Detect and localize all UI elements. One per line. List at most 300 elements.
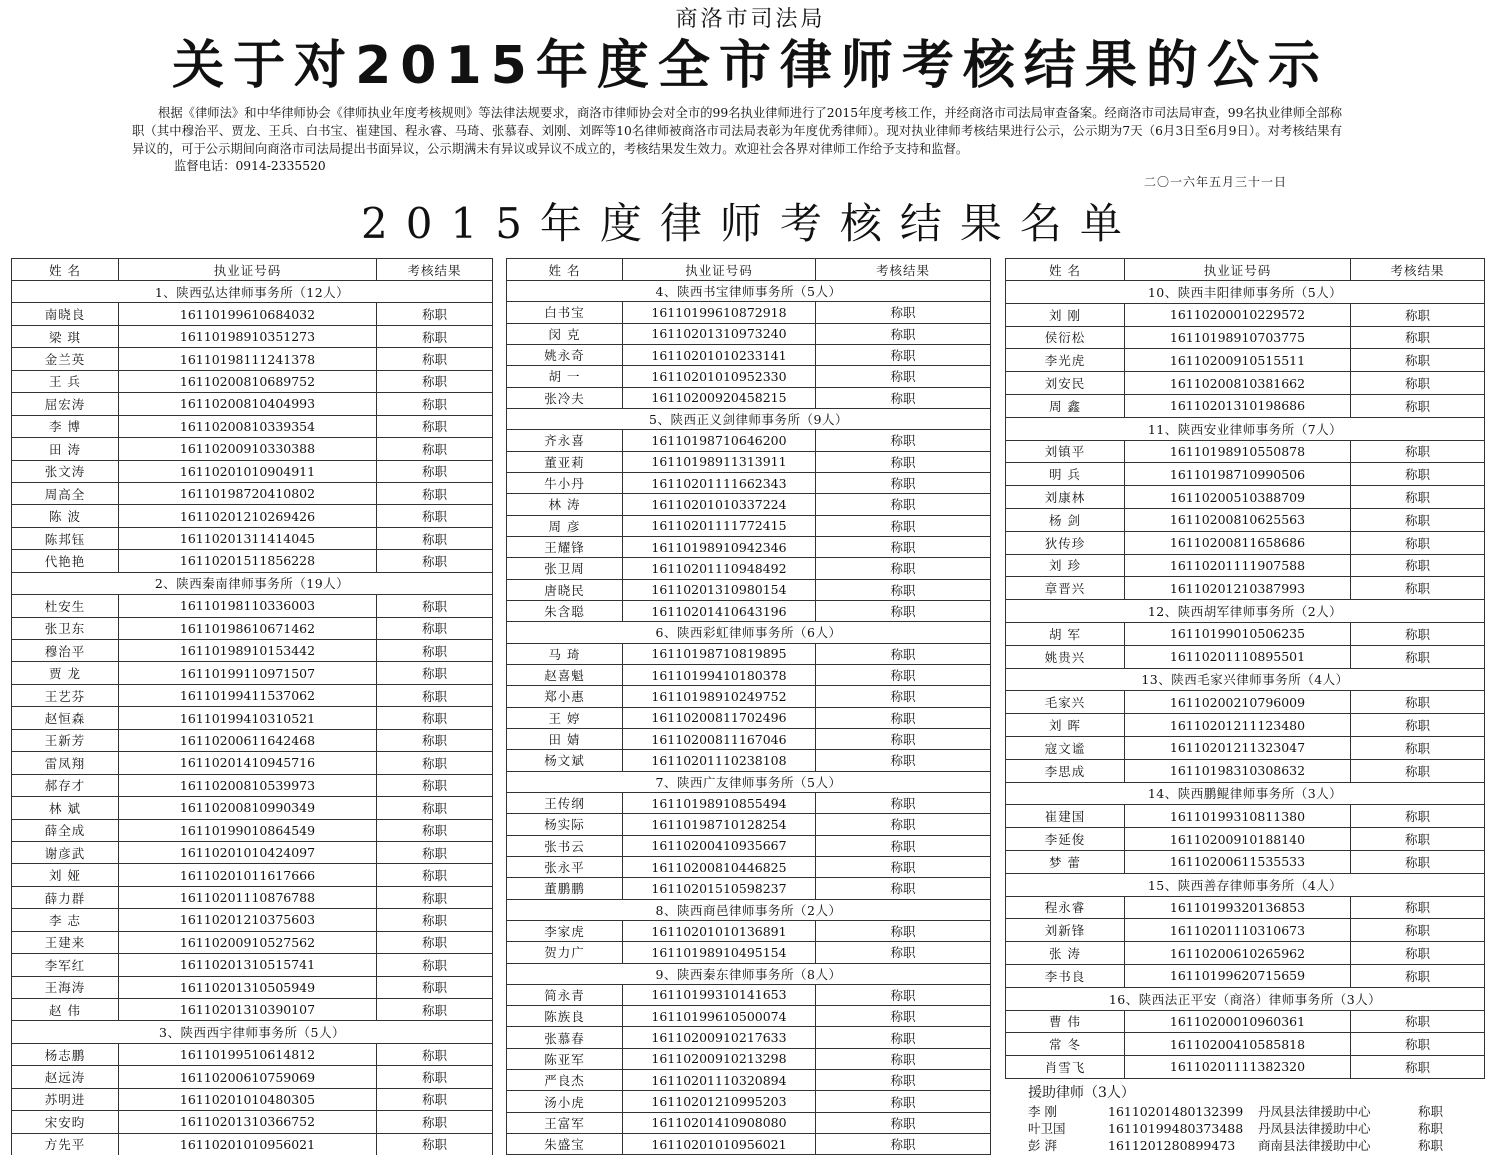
firm-name: 16、陕西法正平安（商洛）律师事务所（3人） [1006,987,1485,1010]
firm-name: 13、陕西毛家兴律师事务所（4人） [1006,668,1485,691]
firm-name: 11、陕西安业律师事务所（7人） [1006,417,1485,440]
assessment-result: 称职 [377,684,493,706]
lawyer-name: 周 鑫 [1006,394,1125,417]
assessment-result: 称职 [377,707,493,729]
cert-number: 16110200611642468 [119,729,377,751]
cert-number: 16110200510388709 [1125,486,1351,509]
table-header-row [507,259,991,281]
table-row [507,1134,991,1155]
table-row [507,451,991,472]
assessment-result: 称职 [377,393,493,415]
cert-number: 16110198910855494 [623,792,816,813]
results-column-1 [11,258,492,1155]
assessment-result: 称职 [816,707,991,728]
table-row [12,303,493,325]
cert-number: 16110201211323047 [1125,736,1351,759]
aid-lawyer-result: 称职 [1418,1121,1444,1136]
lawyer-name: 刘新锋 [1006,919,1125,942]
firm-row [12,1021,493,1043]
assessment-result: 称职 [377,954,493,976]
lawyer-name: 杜安生 [12,595,119,617]
assessment-result: 称职 [1351,1010,1485,1033]
table-row [12,527,493,549]
legal-aid-row [1028,1103,1458,1120]
table-row [12,684,493,706]
firm-name: 4、陕西书宝律师事务所（5人） [507,281,991,302]
cert-number: 16110200811658686 [1125,531,1351,554]
lawyer-name: 胡 一 [507,366,623,387]
cert-number: 16110199010864549 [119,819,377,841]
cert-number: 16110201410908080 [623,1112,816,1133]
lawyer-name: 林 涛 [507,494,623,515]
table-row [1006,326,1485,349]
lawyer-name: 穆治平 [12,640,119,662]
table-row [1006,736,1485,759]
table-row [507,1048,991,1069]
announcement-body: 根据《律师法》和中华律师协会《律师执业年度考核规则》等法律法规要求，商洛市律师协会对全市的99名执业律师进行了2015年度考核工作，并经商洛市司法局审查备案。经商洛市司法局审查，99名执业律师全部称职（其中穆治平、贾龙、王兵、白书宝、崔建国、程永睿、马琦、张慕春、刘刚、刘晖等10名律师被商洛市司法局表彰为年度优秀律师）。现对执业律师考核结果进行公示，公示期为7天（6月3日至6月9日）。对考核结果有异议的，可于公示期间向商洛市司法局提出书面异议，公示期满未有异议或异议不成立的，考核结果发生效力。欢迎社会各界对律师工作给予支持和监督。 [132,106,1342,156]
assessment-result: 称职 [377,1043,493,1065]
cert-number: 16110201010904911 [119,460,377,482]
cert-number: 16110199410310521 [119,707,377,729]
assessment-result: 称职 [1351,736,1485,759]
table-row [507,1112,991,1133]
assessment-result: 称职 [377,752,493,774]
lawyer-name: 薛力群 [12,886,119,908]
table-row [507,664,991,685]
cert-number: 16110198910249752 [623,686,816,707]
assessment-result: 称职 [816,366,991,387]
assessment-result: 称职 [816,472,991,493]
firm-row [507,622,991,643]
lawyer-name: 李 志 [12,909,119,931]
lawyer-name: 薛全成 [12,819,119,841]
table-row [507,643,991,664]
lawyer-name: 王 兵 [12,370,119,392]
issuing-organization: 商洛市司法局 [675,7,826,32]
cert-number: 16110200010960361 [1125,1010,1351,1033]
cert-number: 16110198111241378 [119,348,377,370]
table-header-row [12,259,493,281]
assessment-result: 称职 [377,415,493,437]
assessment-result: 称职 [1351,349,1485,372]
table-row [12,752,493,774]
assessment-result: 称职 [816,1070,991,1091]
aid-lawyer-name: 李 刚 [1028,1104,1057,1119]
cert-number: 16110201010956021 [623,1134,816,1155]
lawyer-name: 李军红 [12,954,119,976]
cert-number: 16110201110876788 [119,886,377,908]
assessment-result: 称职 [816,984,991,1005]
lawyer-name: 赵恒森 [12,707,119,729]
lawyer-name: 牛小丹 [507,472,623,493]
assessment-result: 称职 [377,886,493,908]
cert-number: 16110201210995203 [623,1091,816,1112]
aid-lawyer-cert: 16110201480132399 [1108,1104,1244,1119]
assessment-result: 称职 [1351,394,1485,417]
table-row [1006,1010,1485,1033]
assessment-result: 称职 [1351,828,1485,851]
list-title: 2015年度律师考核结果名单 [361,199,1140,248]
legal-aid-row [1028,1137,1458,1154]
table-row [12,976,493,998]
assessment-result: 称职 [816,750,991,771]
lawyer-name: 刘镇平 [1006,440,1125,463]
assessment-result: 称职 [816,1112,991,1133]
table-row [507,536,991,557]
cert-number: 16110198720410802 [119,482,377,504]
cert-number: 16110200920458215 [623,387,816,408]
cert-number: 16110199610872918 [623,302,816,323]
lawyer-name: 朱含聪 [507,600,623,621]
cert-number: 16110200811702496 [623,707,816,728]
lawyer-name: 李光虎 [1006,349,1125,372]
assessment-result: 称职 [816,451,991,472]
assessment-result: 称职 [816,1134,991,1155]
assessment-result: 称职 [1351,691,1485,714]
cert-number: 16110201010480305 [119,1088,377,1110]
firm-name: 10、陕西丰阳律师事务所（5人） [1006,281,1485,304]
table-row [1006,531,1485,554]
assessment-result: 称职 [816,1027,991,1048]
lawyer-name: 方先平 [12,1133,119,1155]
cert-number: 16110199010506235 [1125,622,1351,645]
assessment-result: 称职 [816,920,991,941]
table-row [507,366,991,387]
assessment-result: 称职 [1351,326,1485,349]
lawyer-name: 齐永喜 [507,430,623,451]
assessment-result: 称职 [377,640,493,662]
cert-number: 16110201111907588 [1125,554,1351,577]
assessment-result: 称职 [377,1066,493,1088]
table-row [507,323,991,344]
assessment-result: 称职 [1351,805,1485,828]
lawyer-name: 林 斌 [12,797,119,819]
announcement-headline: 关于对2015年度全市律师考核结果的公示 [172,36,1329,96]
table-row [1006,440,1485,463]
cert-number: 16110199310141653 [623,984,816,1005]
assessment-result: 称职 [377,595,493,617]
firm-row [507,963,991,984]
results-table [506,258,991,1155]
lawyer-name: 李书良 [1006,964,1125,987]
table-row [507,814,991,835]
cert-number: 16110200810446825 [623,856,816,877]
lawyer-name: 姚永奇 [507,344,623,365]
assessment-result: 称职 [816,792,991,813]
lawyer-name: 张永平 [507,856,623,877]
table-row [1006,691,1485,714]
table-row [12,886,493,908]
cert-number: 16110200810689752 [119,370,377,392]
assessment-result: 称职 [816,728,991,749]
table-row [1006,645,1485,668]
table-row [1006,805,1485,828]
assessment-result: 称职 [1351,508,1485,531]
lawyer-name: 章晋兴 [1006,577,1125,600]
table-row [507,792,991,813]
table-row [507,707,991,728]
aid-lawyer-cert: 16110199480373488 [1108,1121,1244,1136]
table-row [12,595,493,617]
table-row [12,370,493,392]
lawyer-name: 王传纲 [507,792,623,813]
cert-number: 16110201210269426 [119,505,377,527]
lawyer-name: 郝存才 [12,774,119,796]
lawyer-name: 朱盛宝 [507,1134,623,1155]
firm-name: 5、陕西正义剑律师事务所（9人） [507,408,991,429]
table-row [507,1006,991,1027]
assessment-result: 称职 [377,909,493,931]
table-row [507,942,991,963]
cert-number: 16110200610265962 [1125,942,1351,965]
assessment-result: 称职 [1351,440,1485,463]
cert-number: 16110201310973240 [623,323,816,344]
assessment-result: 称职 [1351,622,1485,645]
aid-lawyer-center: 丹凤县法律援助中心 [1258,1104,1371,1119]
lawyer-name: 陈族良 [507,1006,623,1027]
firm-name: 15、陕西善存律师事务所（4人） [1006,873,1485,896]
cert-number: 16110200910527562 [119,931,377,953]
cert-number: 16110201410643196 [623,600,816,621]
cert-number: 16110198710128254 [623,814,816,835]
table-row [507,984,991,1005]
column-header-name: 姓 名 [1006,259,1125,281]
lawyer-name: 寇文谧 [1006,736,1125,759]
table-row [12,954,493,976]
table-row [1006,463,1485,486]
legal-aid-lawyers [1028,1082,1458,1154]
lawyer-name: 简永青 [507,984,623,1005]
cert-number: 16110201410945716 [119,752,377,774]
table-row [1006,896,1485,919]
assessment-result: 称职 [816,579,991,600]
assessment-result: 称职 [377,864,493,886]
assessment-result: 称职 [816,664,991,685]
lawyer-name: 马 琦 [507,643,623,664]
table-row [12,819,493,841]
table-row [507,558,991,579]
cert-number: 16110201310366752 [119,1111,377,1133]
assessment-result: 称职 [1351,942,1485,965]
cert-number: 16110200810539973 [119,774,377,796]
cert-number: 16110199610500074 [623,1006,816,1027]
assessment-result: 称职 [816,558,991,579]
assessment-result: 称职 [377,774,493,796]
table-row [507,344,991,365]
cert-number: 16110200410935667 [623,835,816,856]
cert-number: 16110198910495154 [623,942,816,963]
table-header-row [1006,259,1485,281]
lawyer-name: 张冷夫 [507,387,623,408]
cert-number: 16110201110320894 [623,1070,816,1091]
firm-name: 7、陕西广友律师事务所（5人） [507,771,991,792]
assessment-result: 称职 [377,527,493,549]
lawyer-name: 刘 珍 [1006,554,1125,577]
assessment-result: 称职 [377,505,493,527]
cert-number: 16110200810381662 [1125,372,1351,395]
table-row [507,600,991,621]
table-row [507,856,991,877]
legal-aid-title: 援助律师（3人） [1028,1085,1135,1101]
lawyer-name: 南晓良 [12,303,119,325]
cert-number: 16110201111662343 [623,472,816,493]
cert-number: 16110200410585818 [1125,1033,1351,1056]
lawyer-name: 刘安民 [1006,372,1125,395]
lawyer-name: 苏明进 [12,1088,119,1110]
lawyer-name: 胡 军 [1006,622,1125,645]
lawyer-name: 陈亚军 [507,1048,623,1069]
cert-number: 16110201010136891 [623,920,816,941]
assessment-result: 称职 [377,931,493,953]
table-row [1006,1056,1485,1079]
assessment-result: 称职 [377,729,493,751]
assessment-result: 称职 [1351,1056,1485,1079]
assessment-result: 称职 [816,942,991,963]
lawyer-name: 雷凤翔 [12,752,119,774]
assessment-result: 称职 [377,819,493,841]
assessment-result: 称职 [377,1111,493,1133]
cert-number: 16110201310390107 [119,999,377,1021]
table-row [12,617,493,639]
lawyer-name: 周高全 [12,482,119,504]
firm-row [1006,873,1485,896]
lawyer-name: 王海涛 [12,976,119,998]
assessment-result: 称职 [1351,1033,1485,1056]
lawyer-name: 梦 蕾 [1006,850,1125,873]
column-header-cert: 执业证号码 [1125,259,1351,281]
table-row [12,931,493,953]
table-row [1006,964,1485,987]
lawyer-name: 周 彦 [507,515,623,536]
firm-name: 3、陕西西宇律师事务所（5人） [12,1021,493,1043]
assessment-result: 称职 [1351,850,1485,873]
column-header-cert: 执业证号码 [119,259,377,281]
table-row [1006,303,1485,326]
firm-row [1006,987,1485,1010]
cert-number: 16110199620715659 [1125,964,1351,987]
aid-lawyer-center: 丹凤县法律援助中心 [1258,1121,1371,1136]
cert-number: 16110199411537062 [119,684,377,706]
column-header-result: 考核结果 [1351,259,1485,281]
lawyer-name: 肖雪飞 [1006,1056,1125,1079]
lawyer-name: 王耀锋 [507,536,623,557]
lawyer-name: 闵 克 [507,323,623,344]
lawyer-name: 狄传珍 [1006,531,1125,554]
table-row [507,472,991,493]
firm-row [507,771,991,792]
firm-name: 12、陕西胡军律师事务所（2人） [1006,600,1485,623]
table-row [12,909,493,931]
assessment-result: 称职 [377,999,493,1021]
cert-number: 16110201010424097 [119,841,377,863]
assessment-result: 称职 [377,438,493,460]
cert-number: 16110201110310673 [1125,919,1351,942]
lawyer-name: 王建来 [12,931,119,953]
table-row [507,686,991,707]
cert-number: 16110201310198686 [1125,394,1351,417]
aid-lawyer-result: 称职 [1418,1104,1444,1119]
table-row [507,579,991,600]
table-row [1006,942,1485,965]
column-header-result: 考核结果 [816,259,991,281]
lawyer-name: 张卫周 [507,558,623,579]
assessment-result: 称职 [816,494,991,515]
column-header-result: 考核结果 [377,259,493,281]
table-row [507,1027,991,1048]
aid-lawyer-name: 彭 湃 [1028,1138,1057,1153]
cert-number: 16110201010337224 [623,494,816,515]
table-row [507,515,991,536]
table-row [1006,1033,1485,1056]
assessment-result: 称职 [377,303,493,325]
assessment-result: 称职 [816,1048,991,1069]
cert-number: 16110199610684032 [119,303,377,325]
assessment-result: 称职 [816,323,991,344]
lawyer-name: 代艳艳 [12,550,119,572]
table-row [12,797,493,819]
table-row [507,1070,991,1091]
lawyer-name: 明 兵 [1006,463,1125,486]
table-row [1006,508,1485,531]
table-row [1006,372,1485,395]
table-row [1006,554,1485,577]
assessment-result: 称职 [377,841,493,863]
lawyer-name: 屈宏涛 [12,393,119,415]
table-row [12,393,493,415]
assessment-result: 称职 [816,344,991,365]
table-row [12,550,493,572]
cert-number: 16110200810990349 [119,797,377,819]
lawyer-name: 陈 波 [12,505,119,527]
assessment-result: 称职 [1351,463,1485,486]
firm-row [1006,281,1485,304]
table-row [1006,828,1485,851]
lawyer-name: 李延俊 [1006,828,1125,851]
lawyer-name: 梁 琪 [12,325,119,347]
assessment-result: 称职 [1351,303,1485,326]
assessment-result: 称职 [1351,759,1485,782]
firm-row [507,281,991,302]
table-row [1006,759,1485,782]
column-header-name: 姓 名 [12,259,119,281]
firm-row [12,281,493,303]
lawyer-name: 张文涛 [12,460,119,482]
lawyer-name: 刘康林 [1006,486,1125,509]
legal-aid-row [1028,1120,1458,1137]
table-row [12,348,493,370]
assessment-result: 称职 [816,515,991,536]
assessment-result: 称职 [816,430,991,451]
aid-lawyer-name: 叶卫国 [1028,1121,1066,1136]
column-header-name: 姓 名 [507,259,623,281]
cert-number: 16110200611535533 [1125,850,1351,873]
results-column-2 [506,258,990,1155]
lawyer-name: 李家虎 [507,920,623,941]
aid-lawyer-result: 称职 [1418,1138,1444,1153]
lawyer-name: 刘 刚 [1006,303,1125,326]
cert-number: 16110198710990506 [1125,463,1351,486]
lawyer-name: 王艺芬 [12,684,119,706]
cert-number: 16110200810339354 [119,415,377,437]
lawyer-name: 董鹏鹏 [507,878,623,899]
lawyer-name: 崔建国 [1006,805,1125,828]
lawyer-name: 贾 龙 [12,662,119,684]
table-row [1006,577,1485,600]
lawyer-name: 王新芳 [12,729,119,751]
table-row [12,482,493,504]
results-column-3 [1005,258,1484,1079]
lawyer-name: 田 婧 [507,728,623,749]
